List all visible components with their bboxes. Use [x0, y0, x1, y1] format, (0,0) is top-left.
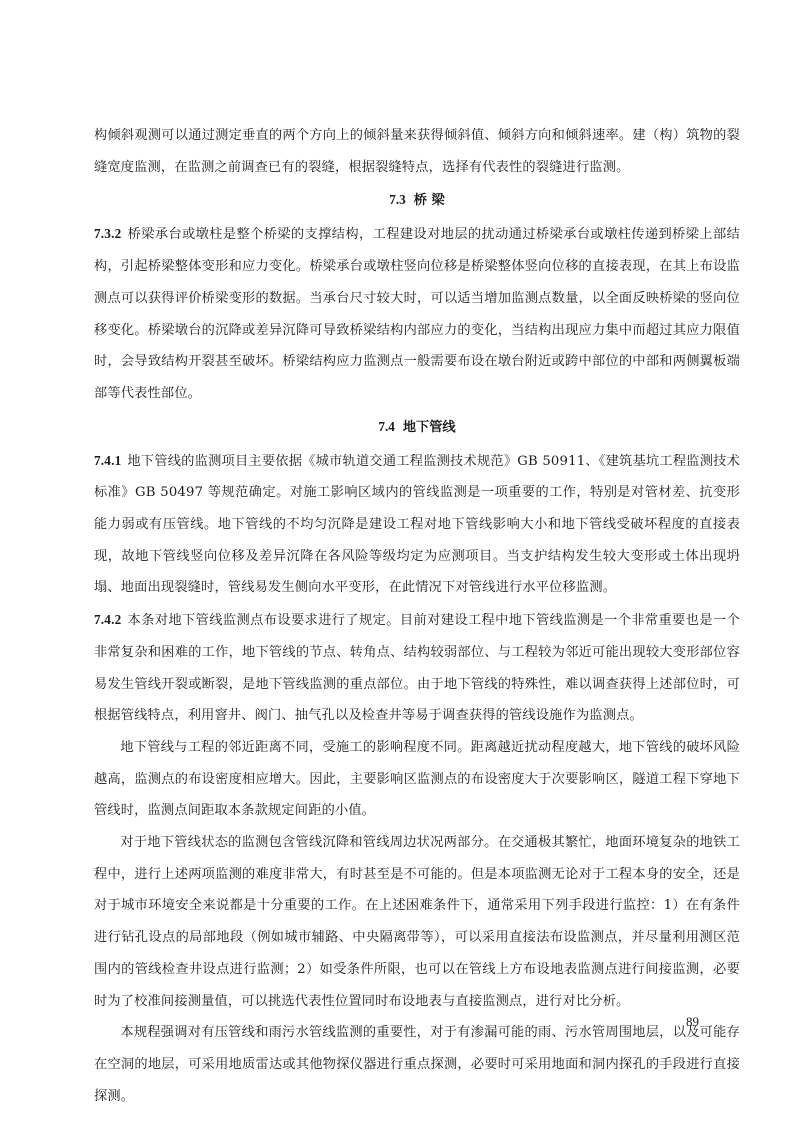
section-number: 7.3 — [389, 192, 406, 208]
clause-7-4-2 — [94, 604, 740, 732]
paragraph: 地下管线与工程的邻近距离不同，受施工的影响程度不同。距离越近扰动程度越大，地下管线的破坏风险越高，监测点的布设密度相应增大。因此，主要影响区监测点的布设密度大于次要影响区，隧道工程下穿地下管线时，监测点间距取本条款规定间距的小值。 — [94, 739, 740, 819]
section-heading-7-4 — [94, 410, 740, 445]
section-title: 桥 梁 — [413, 193, 445, 209]
paragraph: 对于地下管线状态的监测包含管线沉降和管线周边状况两部分。在交通极其繁忙，地面环境复杂的地铁工程中，进行上述两项监测的难度非常大，有时甚至是不可能的。但是本项监测无论对于工程本身的安全，还是对于城市环境安全来说都是十分重要的工作。在上述困难条件下，通常采用下列手段进行监控：1）在有条件进行钻孔设点的局部地段（例如城市辅路、中央隔离带等），可以采用直接法布设监测点，并尽量利用测区范围内的管线检查井设点进行监测；2）如受条件所限，也可以在管线上方布设地表监测点进行间接监测，必要时为了校准间接测量值，可以挑选代表性位置同时布设地表与直接监测点，进行对比分析。 — [94, 835, 740, 1009]
intro-paragraph: 构倾斜观测可以通过测定垂直的两个方向上的倾斜量来获得倾斜值、倾斜方向和倾斜速率。建（构）筑物的裂缝宽度监测，在监测之前调查已有的裂缝，根据裂缝特点，选择有代表性的裂缝进行监测。 — [94, 128, 740, 175]
paragraph: 本规程强调对有压管线和雨污水管线监测的重要性，对于有渗漏可能的雨、污水管周围地层，以及可能存在空洞的地层，可采用地质雷达或其他物探仪器进行重点探测，必要时可采用地面和洞内探孔的手段进行直接探测。 — [94, 1025, 740, 1104]
clause-number: 7.4.1 — [94, 452, 122, 468]
clause-text: 本条对地下管线监测点布设要求进行了规定。目前对建设工程中地下管线监测是一个非常重要也是一个非常复杂和困难的工作，地下管线的节点、转角点、结构较弱部位、与工程较为邻近可能出现较大变形部位容易发生管线开裂或断裂，是地下管线监测的重点部位。由于地下管线的特殊性，难以调查获得上述部位时，可根据管线特点，利用窨井、阀门、抽气孔以及检查井等易于调查获得的管线设施作为监测点。 — [94, 613, 740, 724]
section-title: 地下管线 — [402, 419, 456, 435]
section-number: 7.4 — [378, 418, 395, 434]
clause-text: 地下管线的监测项目主要依据《城市轨道交通工程监测技术规范》GB 50911、《建筑基坑工程监测技术标准》GB 50497 等规范确定。对施工影响区域内的管线监测是一项重要的工作，特别是对管材差、抗变形能力弱或有压管线。地下管线的不均匀沉降是建设工程对地下管线影响大小和地下管线受破坏程度的直接表现，故地下管线竖向位移及差异沉降在各风险等级均定为应测项目。当支护结构发生较大变形或土体出现坍塌、地面出现裂缝时，管线易发生侧向水平变形，在此情况下对管线进行水平位移监测。 — [94, 453, 740, 596]
page-number: 89 — [686, 1014, 699, 1029]
clause-number: 7.3.2 — [94, 226, 122, 242]
clause-text: 桥梁承台或墩柱是整个桥梁的支撑结构，工程建设对地层的扰动通过桥梁承台或墩柱传递到桥梁上部结构，引起桥梁整体变形和应力变化。桥梁承台或墩柱竖向位移是桥梁整体竖向位移的直接表现，在其上布设监测点可以获得评价桥梁变形的数据。当承台尺寸较大时，可以适当增加监测点数量，以全面反映桥梁的竖向位移变化。桥梁墩台的沉降或差异沉降可导致桥梁结构内部应力的变化，当结构出现应力集中而超过其应力限值时，会导致结构开裂甚至破坏。桥梁结构应力监测点一般需要布设在墩台附近或跨中部位的中部和两侧翼板端部等代表性部位。 — [94, 227, 740, 401]
clause-number: 7.4.2 — [94, 612, 122, 628]
section-heading-7-3 — [94, 183, 740, 218]
clause-7-3-2 — [94, 218, 740, 409]
clause-7-4-1 — [94, 445, 740, 605]
document-body — [94, 120, 740, 1112]
